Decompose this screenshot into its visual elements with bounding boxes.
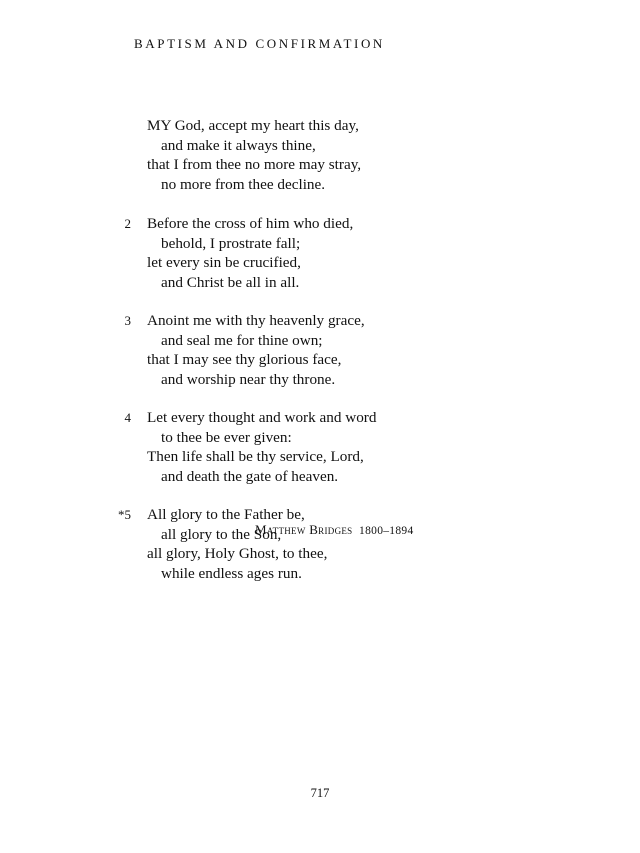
stanza-number: *5 [118,507,131,522]
stanza-line: and Christ be all in all. [161,273,300,291]
stanza-line: Then life shall be thy service, Lord, [147,448,364,465]
stanza-5 [0,505,640,583]
author-name: Matthew Bridges [255,522,353,537]
section-header: BAPTISM AND CONFIRMATION [134,36,385,51]
stanza-line: and make it always thine, [161,136,316,154]
author-attribution [255,522,414,538]
stanza-line: Let every thought and work and word [147,409,377,426]
stanza-number: 4 [124,410,131,425]
stanza-line: and death the gate of heaven. [161,467,339,485]
stanza-line: while endless ages run. [161,564,302,582]
stanza-line: to thee be ever given: [161,428,292,446]
page-number: 717 [310,786,330,800]
stanza-3 [0,311,640,389]
stanza-2 [0,214,640,292]
author-dates: 1800–1894 [359,525,414,537]
stanza-line: and seal me for thine own; [161,331,323,349]
stanza-line: Before the cross of him who died, [147,215,354,232]
stanza-number: 2 [124,216,131,231]
stanza-line: Anoint me with thy heavenly grace, [147,312,365,329]
stanza-line: that I from thee no more may stray, [147,156,362,173]
stanza-line: that I may see thy glorious face, [147,351,342,368]
stanza-4 [0,408,640,486]
stanza-1 [0,116,640,194]
stanza-line: MY God, accept my heart this day, [147,117,359,134]
stanza-number: 3 [124,313,131,328]
stanza-line: all glory, Holy Ghost, to thee, [147,545,328,562]
stanza-line: All glory to the Father be, [147,506,305,523]
stanza-line: behold, I prostrate fall; [161,234,301,252]
stanza-line: and worship near thy throne. [161,370,336,388]
stanza-line: no more from thee decline. [161,175,326,193]
stanza-line: let every sin be crucified, [147,254,301,271]
stanza-line: all glory to the Son, [161,525,282,543]
